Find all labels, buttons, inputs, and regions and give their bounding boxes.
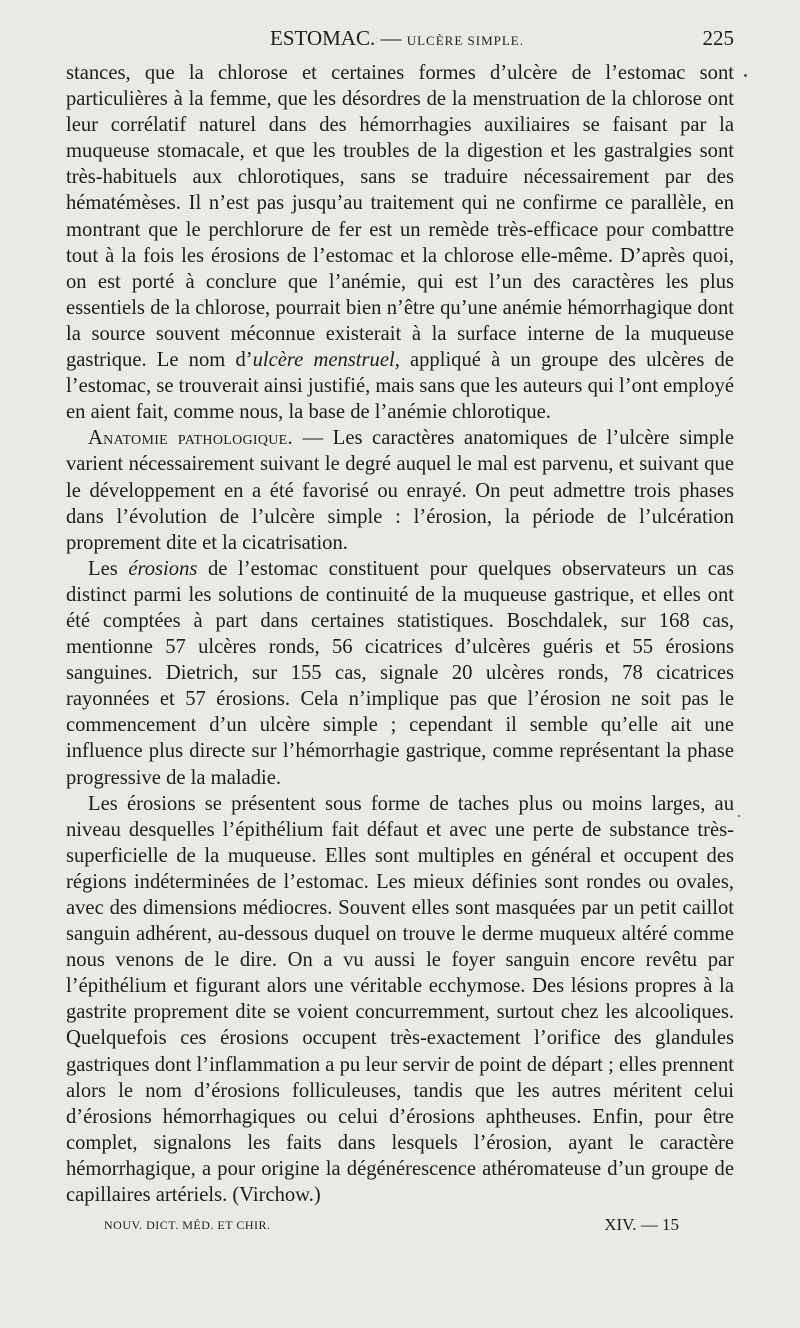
page-number: 225 <box>702 26 734 50</box>
ink-speck <box>744 74 747 77</box>
header-title-main: ESTOMAC. — <box>270 26 402 50</box>
paragraph-text: — Les caractères anatomiques de l’ulcère simple varient nécessairement suivant le degré auquel le mal est parvenu, et suivant que le développement en a été favorisé ou enrayé. On peut admettre trois phases dans l’évolution de l’ulcère simple : l’érosion, la période de l’ulcération proprement dite et la cicatrisation. <box>66 427 734 554</box>
paragraph-text: Les <box>88 557 129 580</box>
paragraph-text: Les érosions se présentent sous forme de taches plus ou moins larges, au niveau desquelles l’épithélium fait défaut et avec une perte de substance très-superficielle de la muqueuse. Elles sont multiples en général et occupent des régions indéterminées de l’estomac. Les mieux définies sont rondes ou ovales, avec des dimensions médiocres. Souvent elles sont masquées par un petit caillot sanguin adhérent, au-dessous duquel on trouve le derme muqueux altéré comme nous venons de le dire. On a vu aussi le foyer sanguin encore revêtu par l’épithélium et figurant alors une véritable ecchymose. Des lésions propres à la gastrite proprement dite se voient concurremment, surtout chez les alcooliques. Quelquefois ces érosions occupent très-exactement l’orifice des glandules gastriques dont l’inflammation a pu leur servir de point de départ ; elles prennent alors le nom d’érosions folliculeuses, tandis que les autres méritent celui d’érosions hémorrhagiques ou celui d’érosions aphtheuses. Enfin, pour être complet, signalons les faits dans lesquels l’érosion, ayant le caractère hémorrhagique, a pour origine la dégénérescence athéromateuse d’un groupe de capillaires artériels. (Virchow.) <box>66 792 734 1207</box>
footer-publication: NOUV. DICT. MÉD. ET CHIR. <box>104 1218 271 1232</box>
paragraph-p3 <box>66 556 734 791</box>
footer-signature: XIV. — 15 <box>604 1215 679 1234</box>
paragraph-p1 <box>66 60 734 425</box>
paragraph-text: stances, que la chlorose et certaines formes d’ulcère de l’estomac sont particulières à la femme, que les désordres de la menstruation de la chlorose ont leur corrélatif naturel dans des hémorrhagies auxiliaires se faisant par la muqueuse stomacale, et que les troubles de la digestion et les gastralgies sont très-habituels aux chlorotiques, sans se traduire nécessairement par des hématémèses. Il n’est pas jusqu’au traitement qui ne confirme ce parallèle, en montrant que le perchlorure de fer est un remède très-efficace pour combattre tout à la fois les érosions de l’estomac et la chlorose elle-même. D’après quoi, on est porté à conclure que l’anémie, qui est l’un des caractères les plus essentiels de la chlorose, pourrait bien n’être qu’une anémie hémorrhagique dont la source souvent méconnue existerait à la surface interne de la muqueuse gastrique. Le nom d’ <box>66 62 734 372</box>
body-text <box>66 60 734 1208</box>
paragraph-p4 <box>66 791 734 1209</box>
ink-speck <box>738 815 740 817</box>
header-title <box>270 26 524 51</box>
header-title-sub: ULCÈRE SIMPLE. <box>406 33 525 48</box>
paragraph-p2 <box>66 425 734 555</box>
paragraph-text: , appliqué à un groupe des ulcères de l’estomac, se trouverait ainsi justifié, mais sans que les auteurs qui l’ont employé en aient fait, comme nous, la base de l’anémie chlorotique. <box>66 349 734 424</box>
paragraph-text: Anatomie pathologique. <box>88 427 293 450</box>
running-header <box>66 26 734 56</box>
paragraph-text: ulcère menstruel <box>252 349 395 372</box>
paragraph-text: érosions <box>128 557 198 580</box>
paragraph-text: de l’estomac constituent pour quelques observateurs un cas distinct parmi les solutions de continuité de la muqueuse gastrique, et elles ont été comptées à part dans certaines statistiques. Boschdalek, sur 168 cas, mentionne 57 ulcères ronds, 56 cicatrices d’ulcères guéris et 55 érosions sanguines. Dietrich, sur 155 cas, signale 20 ulcères ronds, 78 cicatrices rayonnées et 57 érosions. Cela n’implique pas que l’érosion ne soit pas le commencement d’un ulcère simple ; cependant il semble qu’elle ait une influence plus directe sur l’hémorrhagie gastrique, comme représentant la phase progressive de la maladie. <box>66 557 734 789</box>
page-footer <box>104 1215 679 1239</box>
